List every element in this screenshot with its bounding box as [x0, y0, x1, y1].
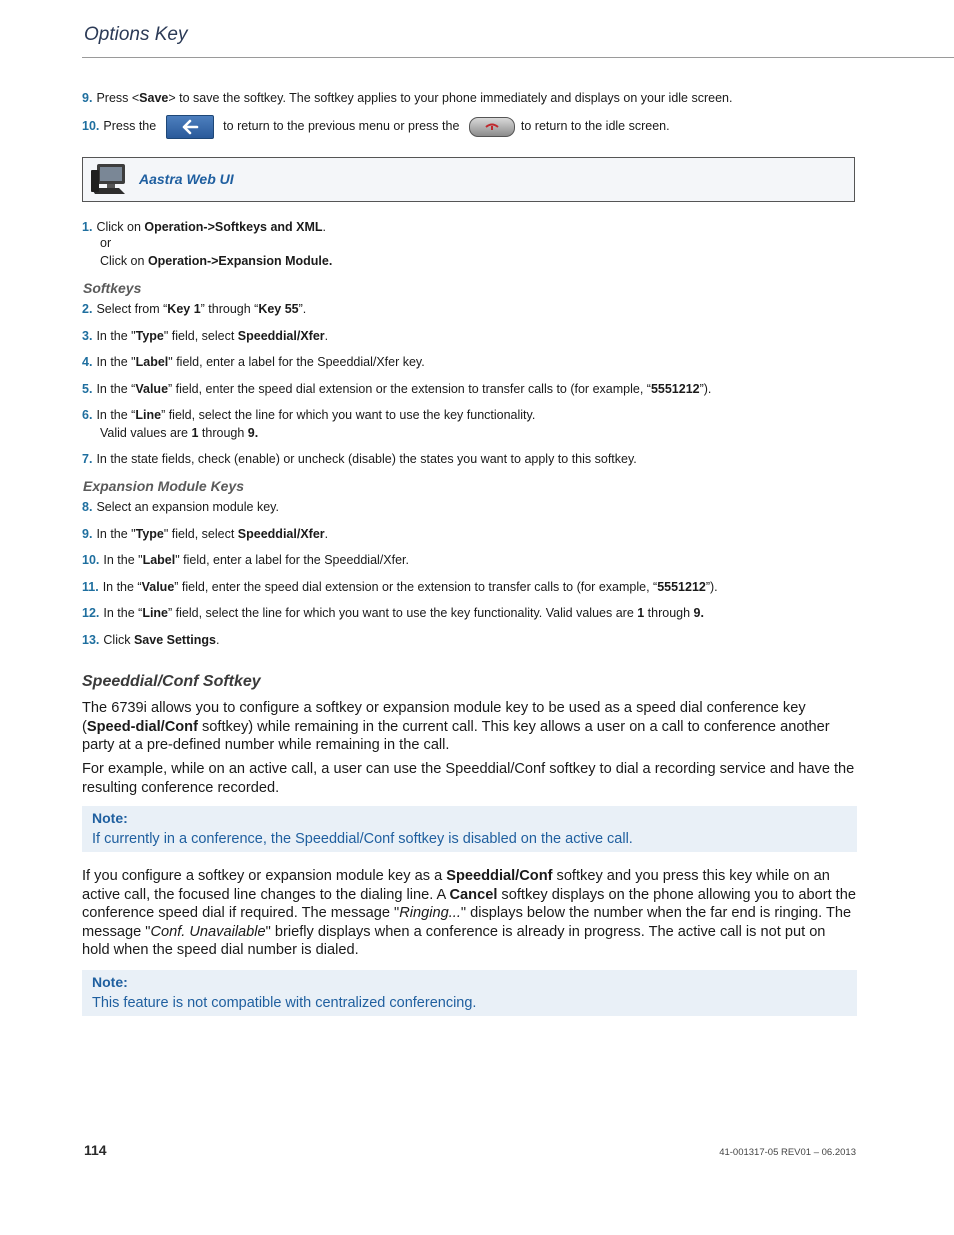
step-bold: Value	[141, 580, 175, 594]
step-text: Press the	[103, 119, 157, 133]
goodbye-key-icon	[469, 117, 515, 137]
step-text: .	[322, 220, 327, 234]
step-bold: Speeddial/Xfer	[237, 527, 325, 541]
step-bold: Save Settings	[133, 633, 216, 647]
paragraph-text: softkey displays on the phone allowing you to abort the conference speed dial if required. The message "	[82, 886, 856, 921]
paragraph-text: " displays below the number when the far end is ringing. The message "	[82, 905, 852, 940]
step-number: 2.	[82, 302, 93, 316]
step-number: 8.	[82, 500, 93, 514]
softkeys-heading: Softkeys	[83, 280, 142, 296]
step-bold: Key 1	[167, 302, 201, 316]
step-text: Click on	[96, 220, 145, 234]
note-box-centralized	[82, 970, 857, 1016]
step-number: 3.	[82, 329, 93, 343]
step-text: .	[324, 527, 329, 541]
step-text: Valid values are	[100, 426, 192, 440]
step-10	[82, 553, 409, 567]
step-text: In the "	[96, 355, 136, 369]
step-text: Select an expansion module key.	[96, 500, 279, 514]
web-ui-label: Aastra Web UI	[139, 171, 234, 187]
step-8	[82, 500, 279, 514]
header-divider	[82, 57, 954, 58]
step-number: 10.	[82, 119, 100, 133]
paragraph-text: The 6739i allows you to configure a softkey or expansion module key to be used as a speed dial conference key (	[82, 700, 806, 735]
step-text: In the “	[102, 580, 142, 594]
step-bold: Key 55	[258, 302, 299, 316]
step-text: In the “	[96, 382, 136, 396]
paragraph-bold: Speeddial/Conf	[446, 868, 553, 884]
step-text: ” field, enter the speed dial extension or the extension to transfer calls to (for example, “	[174, 580, 658, 594]
note-text: This feature is not compatible with centralized conferencing.	[92, 995, 477, 1011]
menu-path: Operation->Expansion Module.	[147, 254, 333, 268]
step-bold: 5551212	[657, 580, 706, 594]
step-bold: Speeddial/Xfer	[237, 329, 325, 343]
step-text: through	[198, 426, 248, 440]
step-number: 11.	[82, 580, 99, 594]
step-text: ” field, select the line for which you want to use the key functionality.	[161, 408, 536, 422]
step-text: ” through “	[200, 302, 259, 316]
note-text: If currently in a conference, the Speeddial/Conf softkey is disabled on the active call.	[92, 831, 633, 847]
step-number: 5.	[82, 382, 93, 396]
page-number: 114	[84, 1142, 107, 1158]
step-bold: Type	[135, 527, 164, 541]
step-text: ” field, select the line for which you want to use the key functionality. Valid values are	[168, 606, 638, 620]
step-13	[82, 633, 219, 647]
step-bold: Type	[135, 329, 164, 343]
step-text: > to save the softkey. The softkey applies to your phone immediately and displays on your idle screen.	[168, 91, 733, 105]
step-12	[82, 606, 704, 620]
step-6-valid-values	[100, 426, 258, 440]
step-number: 9.	[82, 91, 93, 105]
page-header-title: Options Key	[84, 24, 188, 45]
menu-path: Operation->Softkeys and XML	[144, 220, 323, 234]
step-6	[82, 408, 535, 422]
paragraph-italic: Ringing...	[399, 905, 461, 921]
paragraph-example: For example, while on an active call, a user can use the Speeddial/Conf softkey to dial a recording service and have the resulting conference recorded.	[82, 761, 855, 796]
step-text: ”.	[298, 302, 307, 316]
paragraph-text: softkey and you press this key while on an active call, the focused line changes to the dialing line. A	[82, 868, 830, 903]
step-text: Click on	[100, 254, 148, 268]
document-id: 41-001317-05 REV01 – 06.2013	[719, 1147, 856, 1158]
step-text: " field, select	[163, 329, 238, 343]
step-text: Select from “	[96, 302, 168, 316]
note-title: Note:	[92, 810, 128, 826]
note-box-conference	[82, 806, 857, 852]
paragraph-behavior	[82, 867, 857, 960]
step-text: In the “	[96, 408, 136, 422]
step-bold: Label	[142, 553, 176, 567]
step-text: In the "	[103, 553, 143, 567]
computer-icon	[89, 162, 129, 201]
step-10-top	[82, 114, 670, 139]
step-text: In the “	[103, 606, 143, 620]
paragraph-text: " briefly displays when a conference is already in progress. The active call is not put on hold when the speed dial number is dialed.	[82, 923, 826, 958]
section-title: Speeddial/Conf Softkey	[82, 673, 261, 690]
step-text: " field, select	[163, 527, 238, 541]
step-text: ”).	[699, 382, 712, 396]
step-5	[82, 382, 711, 396]
paragraph-text: If you configure a softkey or expansion module key as a	[82, 868, 447, 884]
paragraph-intro	[82, 699, 857, 755]
step-bold: Label	[135, 355, 169, 369]
step-bold: 9.	[693, 606, 704, 620]
web-ui-banner	[82, 157, 855, 202]
step-number: 7.	[82, 452, 93, 466]
step-text: through	[644, 606, 694, 620]
step-2	[82, 302, 306, 316]
step-number: 4.	[82, 355, 93, 369]
step-bold: Line	[142, 606, 169, 620]
step-text: " field, enter a label for the Speeddial/Xfer.	[175, 553, 409, 567]
step-1	[82, 220, 326, 234]
step-text: " field, enter a label for the Speeddial/Xfer key.	[168, 355, 425, 369]
step-bold: Save	[139, 91, 169, 105]
step-text: to return to the previous menu or press the	[223, 119, 460, 133]
step-9-top	[82, 91, 732, 105]
step-number: 13.	[82, 633, 100, 647]
step-number: 9.	[82, 527, 93, 541]
step-number: 6.	[82, 408, 93, 422]
note-title: Note:	[92, 974, 128, 990]
step-4	[82, 355, 425, 369]
step-bold: 1	[637, 606, 645, 620]
step-text: In the "	[96, 527, 136, 541]
step-7	[82, 452, 637, 466]
step-text: In the "	[96, 329, 136, 343]
step-3	[82, 329, 328, 343]
step-text: to return to the idle screen.	[520, 119, 670, 133]
paragraph-bold: Cancel	[449, 886, 498, 903]
step-number: 1.	[82, 220, 93, 234]
paragraph-italic: Conf. Unavailable	[150, 923, 266, 940]
step-bold: 1	[191, 426, 199, 440]
step-bold: 9.	[247, 426, 259, 440]
paragraph-bold: Speed-dial/Conf	[86, 718, 198, 735]
step-bold: Value	[135, 382, 169, 396]
step-11	[82, 580, 718, 594]
expansion-heading: Expansion Module Keys	[83, 478, 245, 494]
paragraph-text: softkey) while remaining in the current call. This key allows a user on a call to conference another party at a pre-defined number while remaining in the call.	[82, 718, 830, 753]
step-text: Press <	[96, 91, 140, 105]
step-number: 12.	[82, 606, 100, 620]
step-9	[82, 527, 328, 541]
or-text: or	[100, 236, 112, 250]
step-text: .	[324, 329, 329, 343]
back-arrow-icon	[166, 115, 214, 139]
step-number: 10.	[82, 553, 100, 567]
step-1-alt	[100, 254, 332, 268]
step-bold: Line	[135, 408, 162, 422]
step-text: ” field, enter the speed dial extension or the extension to transfer calls to (for example, “	[168, 382, 651, 396]
step-text: .	[215, 633, 220, 647]
step-bold: 5551212	[650, 382, 700, 396]
step-text: In the state fields, check (enable) or uncheck (disable) the states you want to apply to this softkey.	[96, 452, 637, 466]
step-text: ”).	[705, 580, 718, 594]
step-text: Click	[103, 633, 134, 647]
